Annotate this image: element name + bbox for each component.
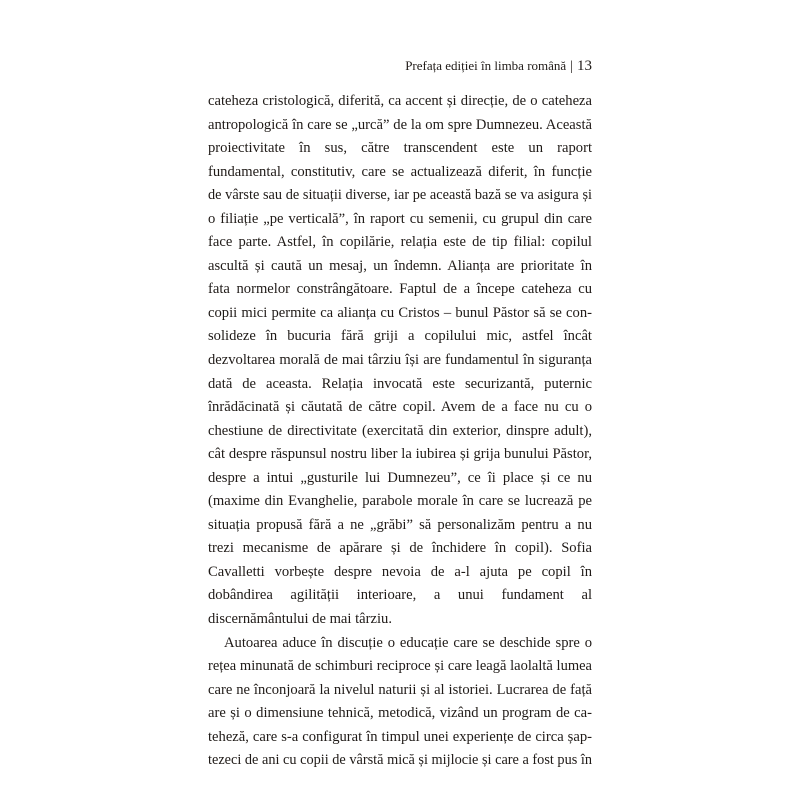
text-line: solideze în bucuria fără griji a copilului mic, astfel încât	[208, 328, 592, 345]
text-line: trezi mecanisme de apărare și de închidere în copil). Sofia	[208, 540, 592, 557]
page-body	[208, 90, 592, 773]
text-line: despre a intui „gusturile lui Dumnezeu”, ce îi place și ce nu	[208, 469, 592, 486]
text-line: cateheza cristologică, diferită, ca accent și direcție, de o cateheza	[208, 93, 592, 109]
text-line: (maxime din Evanghelie, parabole morale în care se lucrează pe	[208, 493, 592, 510]
text-line: face parte. Astfel, în copilărie, relația este de tip filial: copilul	[208, 234, 592, 251]
text-line: fata normelor constrângătoare. Faptul de a începe cateheza cu	[208, 281, 592, 298]
paragraph	[208, 632, 592, 773]
text-line: înrădăcinată și căutată de către copil. Avem de a face nu cu o	[208, 399, 592, 416]
text-line: dobândirea agilității interioare, a unui fundament al	[208, 587, 592, 604]
text-line: copii mici permite ca alianța cu Cristos – bunul Păstor să se con-	[208, 304, 592, 321]
page-number: 13	[577, 58, 592, 74]
text-line: proiectivitate în sus, către transcendent este un raport	[208, 140, 592, 157]
text-line: are și o dimensiune tehnică, metodică, vizând un program de ca-	[208, 705, 592, 722]
text-line: rețea minunată de schimburi reciproce și care leagă laolaltă lumea	[208, 658, 592, 675]
text-line: care ne înconjoară la nivelul naturii și al istoriei. Lucrarea de față	[208, 681, 592, 698]
text-line: de vârste sau de situații diverse, iar pe această bază se va asigura și	[208, 187, 592, 204]
text-line: antropologică în care se „urcă” de la om spre Dumnezeu. Această	[208, 116, 592, 133]
text-line: dezvoltarea morală de mai târziu își are fundamentul în siguranța	[208, 352, 592, 369]
header-title: Prefața ediției în limba română	[405, 58, 567, 73]
text-line: fundamental, constitutiv, care se actualizează diferit, în funcție	[208, 163, 592, 180]
text-line: cât despre răspunsul nostru liber la iubirea și grija bunului Păstor,	[208, 446, 592, 463]
text-line: situația propusă fără a ne „grăbi” să personalizăm pentru a nu	[208, 516, 592, 533]
running-header	[208, 58, 592, 78]
text-line: Autoarea aduce în discuție o educație care se deschide spre o	[224, 634, 592, 651]
text-line: ascultă și caută un mesaj, un îndemn. Alianța are prioritate în	[208, 257, 592, 274]
text-line: tezeci de ani cu copii de vârstă mică și mijlocie și care a fost pus în	[208, 752, 592, 769]
text-line: discernământului de mai târziu.	[208, 611, 392, 628]
text-line: teheză, care s-a configurat în timpul unei experiențe de circa șap-	[208, 728, 592, 745]
header-separator: |	[570, 59, 573, 74]
text-line: Cavalletti vorbește despre nevoia de a-l ajuta pe copil în	[208, 563, 592, 580]
text-line: dată de aceasta. Relația invocată este securizantă, puternic	[208, 375, 592, 392]
paragraph	[208, 90, 592, 632]
text-line: o filiație „pe verticală”, în raport cu semenii, cu grupul din care	[208, 210, 592, 227]
text-line: chestiune de directivitate (exercitată din exterior, dinspre adult),	[208, 422, 592, 439]
